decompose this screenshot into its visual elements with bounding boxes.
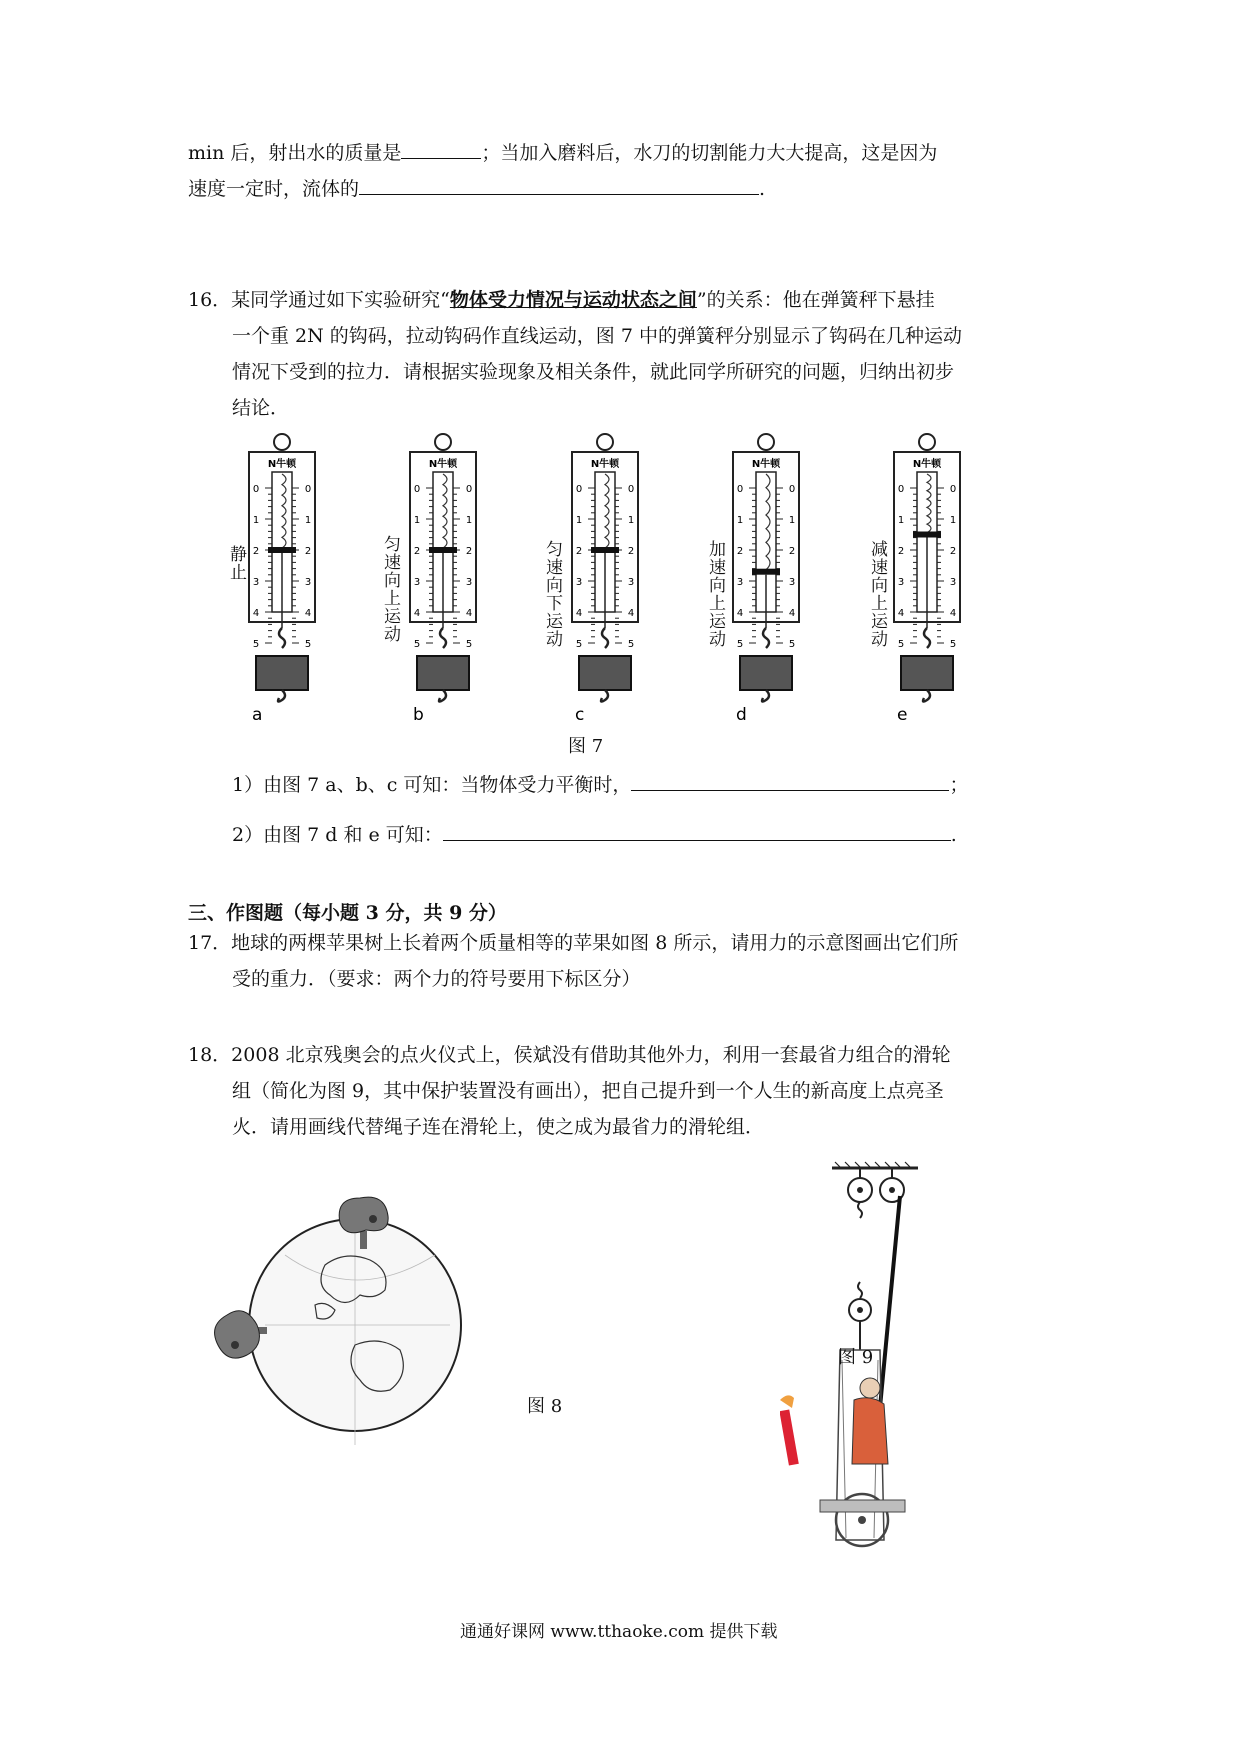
tick-label: 2 <box>252 546 260 557</box>
tick-label: 2 <box>736 546 744 557</box>
tick-label: 1 <box>736 515 744 526</box>
tick-label: 4 <box>304 608 312 619</box>
tick-label: 4 <box>413 608 421 619</box>
scale-unit-label: N牛顿 <box>428 459 458 470</box>
figure-8-earth-trees <box>205 1195 465 1455</box>
scale-unit-label: N牛顿 <box>590 459 620 470</box>
apple-left <box>231 1341 239 1349</box>
tick-label: 2 <box>575 546 583 557</box>
tick-label: 2 <box>788 546 796 557</box>
spring-scale-a <box>249 434 315 725</box>
tick-label: 1 <box>897 515 905 526</box>
q17-line-1: 17．地球的两棵苹果树上长着两个质量相等的苹果如图 8 所示，请用力的示意图画出它们所 <box>188 932 959 954</box>
tick-label: 3 <box>627 577 635 588</box>
tick-label: 3 <box>736 577 744 588</box>
tick-label: 2 <box>413 546 421 557</box>
apple-tree-top <box>339 1197 388 1233</box>
torch-flame <box>780 1395 794 1408</box>
tick-label: 3 <box>575 577 583 588</box>
q15-line-2: 速度一定时，流体的 . <box>188 178 766 200</box>
tick-label: 1 <box>465 515 473 526</box>
tick-label: 0 <box>465 484 473 495</box>
scale-letter-c: c <box>575 705 585 725</box>
tick-label: 1 <box>304 515 312 526</box>
q15-blank-mass[interactable] <box>401 140 481 159</box>
hook-weight <box>256 656 308 690</box>
spring-scale-d <box>733 434 799 725</box>
tick-label: 0 <box>304 484 312 495</box>
scale-letter-d: d <box>736 705 747 725</box>
tick-label: 1 <box>252 515 260 526</box>
scale-unit-label: N牛顿 <box>912 459 942 470</box>
scale-ring <box>919 434 935 450</box>
apple-tree-left <box>215 1311 260 1358</box>
q16-line-2: 一个重 2N 的钩码，拉动钩码作直线运动，图 7 中的弹簧秤分别显示了钩码在几种运动 <box>232 325 962 347</box>
scale-ring <box>758 434 774 450</box>
spring-scale-c <box>572 434 638 725</box>
figure-8-caption: 图 8 <box>527 1396 563 1417</box>
apple-top <box>369 1215 377 1223</box>
tick-label: 2 <box>897 546 905 557</box>
tick-label: 4 <box>252 608 260 619</box>
tick-label: 0 <box>575 484 583 495</box>
q18-line-3: 火．请用画线代替绳子连在滑轮上，使之成为最省力的滑轮组． <box>232 1116 765 1138</box>
scale-letter-b: b <box>413 705 424 725</box>
athlete-body <box>852 1398 888 1464</box>
tick-label: 4 <box>465 608 473 619</box>
q16-blank-2[interactable] <box>443 822 951 841</box>
spring-scale-e <box>894 434 960 725</box>
tick-label: 5 <box>465 639 473 650</box>
tick-label: 4 <box>575 608 583 619</box>
scale-ring <box>597 434 613 450</box>
tick-label: 5 <box>304 639 312 650</box>
tick-label: 0 <box>627 484 635 495</box>
tick-label: 0 <box>736 484 744 495</box>
scale-pointer <box>913 532 941 538</box>
tick-label: 0 <box>949 484 957 495</box>
tick-label: 5 <box>897 639 905 650</box>
hook-weight <box>740 656 792 690</box>
tick-label: 5 <box>575 639 583 650</box>
tick-label: 0 <box>413 484 421 495</box>
section-3-heading: 三、作图题（每小题 3 分，共 9 分） <box>188 902 507 924</box>
tick-label: 4 <box>897 608 905 619</box>
q16-sub-2: 2）由图 7 d 和 e 可知： . <box>232 824 957 846</box>
spring-scale-b <box>410 434 476 725</box>
hook-weight <box>579 656 631 690</box>
tick-label: 4 <box>788 608 796 619</box>
tick-label: 5 <box>627 639 635 650</box>
motion-label-d: 加速向上运动 <box>705 540 725 648</box>
tick-label: 3 <box>304 577 312 588</box>
tick-label: 0 <box>788 484 796 495</box>
q15-text-1a: min 后，射出水的质量是 <box>188 142 402 164</box>
tick-label: 2 <box>304 546 312 557</box>
tick-label: 1 <box>788 515 796 526</box>
tick-label: 1 <box>413 515 421 526</box>
motion-label-a: 静止 <box>226 545 246 581</box>
figure-9-caption: 图 9 <box>838 1347 874 1368</box>
tick-label: 4 <box>627 608 635 619</box>
q15-text-2a: 速度一定时，流体的 <box>188 178 360 200</box>
tick-label: 1 <box>949 515 957 526</box>
figure-9-pulley-system <box>780 1160 930 1610</box>
tick-label: 3 <box>413 577 421 588</box>
scale-pointer <box>752 569 780 575</box>
page-footer: 通通好课网 www.tthaoke.com 提供下载 <box>460 1622 778 1642</box>
q16-sub-1: 1）由图 7 a、b、c 可知：当物体受力平衡时， ； <box>232 774 969 796</box>
scale-ring <box>274 434 290 450</box>
tick-label: 5 <box>788 639 796 650</box>
q18-line-1: 18．2008 北京残奥会的点火仪式上，侯斌没有借助其他外力，利用一套最省力组合的滑轮 <box>188 1044 951 1066</box>
scale-pointer <box>429 547 457 553</box>
hook-weight <box>417 656 469 690</box>
tick-label: 5 <box>949 639 957 650</box>
motion-label-e: 减速向上运动 <box>867 540 887 648</box>
tick-label: 0 <box>897 484 905 495</box>
tick-label: 5 <box>413 639 421 650</box>
q17-line-2: 受的重力．（要求：两个力的符号要用下标区分） <box>232 968 641 990</box>
tree-trunk-top <box>360 1231 367 1249</box>
tick-label: 4 <box>949 608 957 619</box>
q16-line-3: 情况下受到的拉力．请根据实验现象及相关条件，就此同学所研究的问题，归纳出初步 <box>232 361 955 383</box>
q16-emphasis: 物体受力情况与运动状态之间 <box>449 289 697 311</box>
tick-label: 3 <box>465 577 473 588</box>
tick-label: 3 <box>252 577 260 588</box>
q15-text-1b: ；当加入磨料后，水刀的切割能力大大提高，这是因为 <box>481 142 938 164</box>
q15-line-1 <box>188 140 937 166</box>
q16-line-4: 结论． <box>232 397 290 419</box>
tick-label: 3 <box>788 577 796 588</box>
athlete-head <box>860 1378 880 1398</box>
motion-label-b: 匀速向上运动 <box>380 535 400 643</box>
tick-label: 1 <box>627 515 635 526</box>
wheelchair-seat <box>820 1500 905 1512</box>
motion-label-c: 匀速向下运动 <box>542 540 562 648</box>
figure-7-caption: 图 7 <box>568 736 604 757</box>
hook-weight <box>901 656 953 690</box>
tick-label: 3 <box>949 577 957 588</box>
figure-7-svg <box>0 430 1240 730</box>
scale-pointer <box>268 547 296 553</box>
tick-label: 5 <box>736 639 744 650</box>
q18-line-2: 组（简化为图 9，其中保护装置没有画出），把自己提升到一个人生的新高度上点亮圣 <box>232 1080 944 1102</box>
tick-label: 3 <box>897 577 905 588</box>
tick-label: 2 <box>627 546 635 557</box>
tick-label: 2 <box>949 546 957 557</box>
q16-line-1: 16．某同学通过如下实验研究“物体受力情况与运动状态之间”的关系：他在弹簧秤下悬挂 <box>188 289 935 311</box>
scale-letter-e: e <box>897 705 908 725</box>
scale-unit-label: N牛顿 <box>751 459 781 470</box>
scale-ring <box>435 434 451 450</box>
scale-unit-label: N牛顿 <box>267 459 297 470</box>
tick-label: 1 <box>575 515 583 526</box>
q16-blank-1[interactable] <box>631 772 949 791</box>
scale-pointer <box>591 547 619 553</box>
q15-blank-reason[interactable] <box>359 176 759 195</box>
tick-label: 5 <box>252 639 260 650</box>
torch <box>780 1410 799 1466</box>
tick-label: 2 <box>465 546 473 557</box>
scale-letter-a: a <box>252 705 263 725</box>
tick-label: 4 <box>736 608 744 619</box>
tick-label: 0 <box>252 484 260 495</box>
